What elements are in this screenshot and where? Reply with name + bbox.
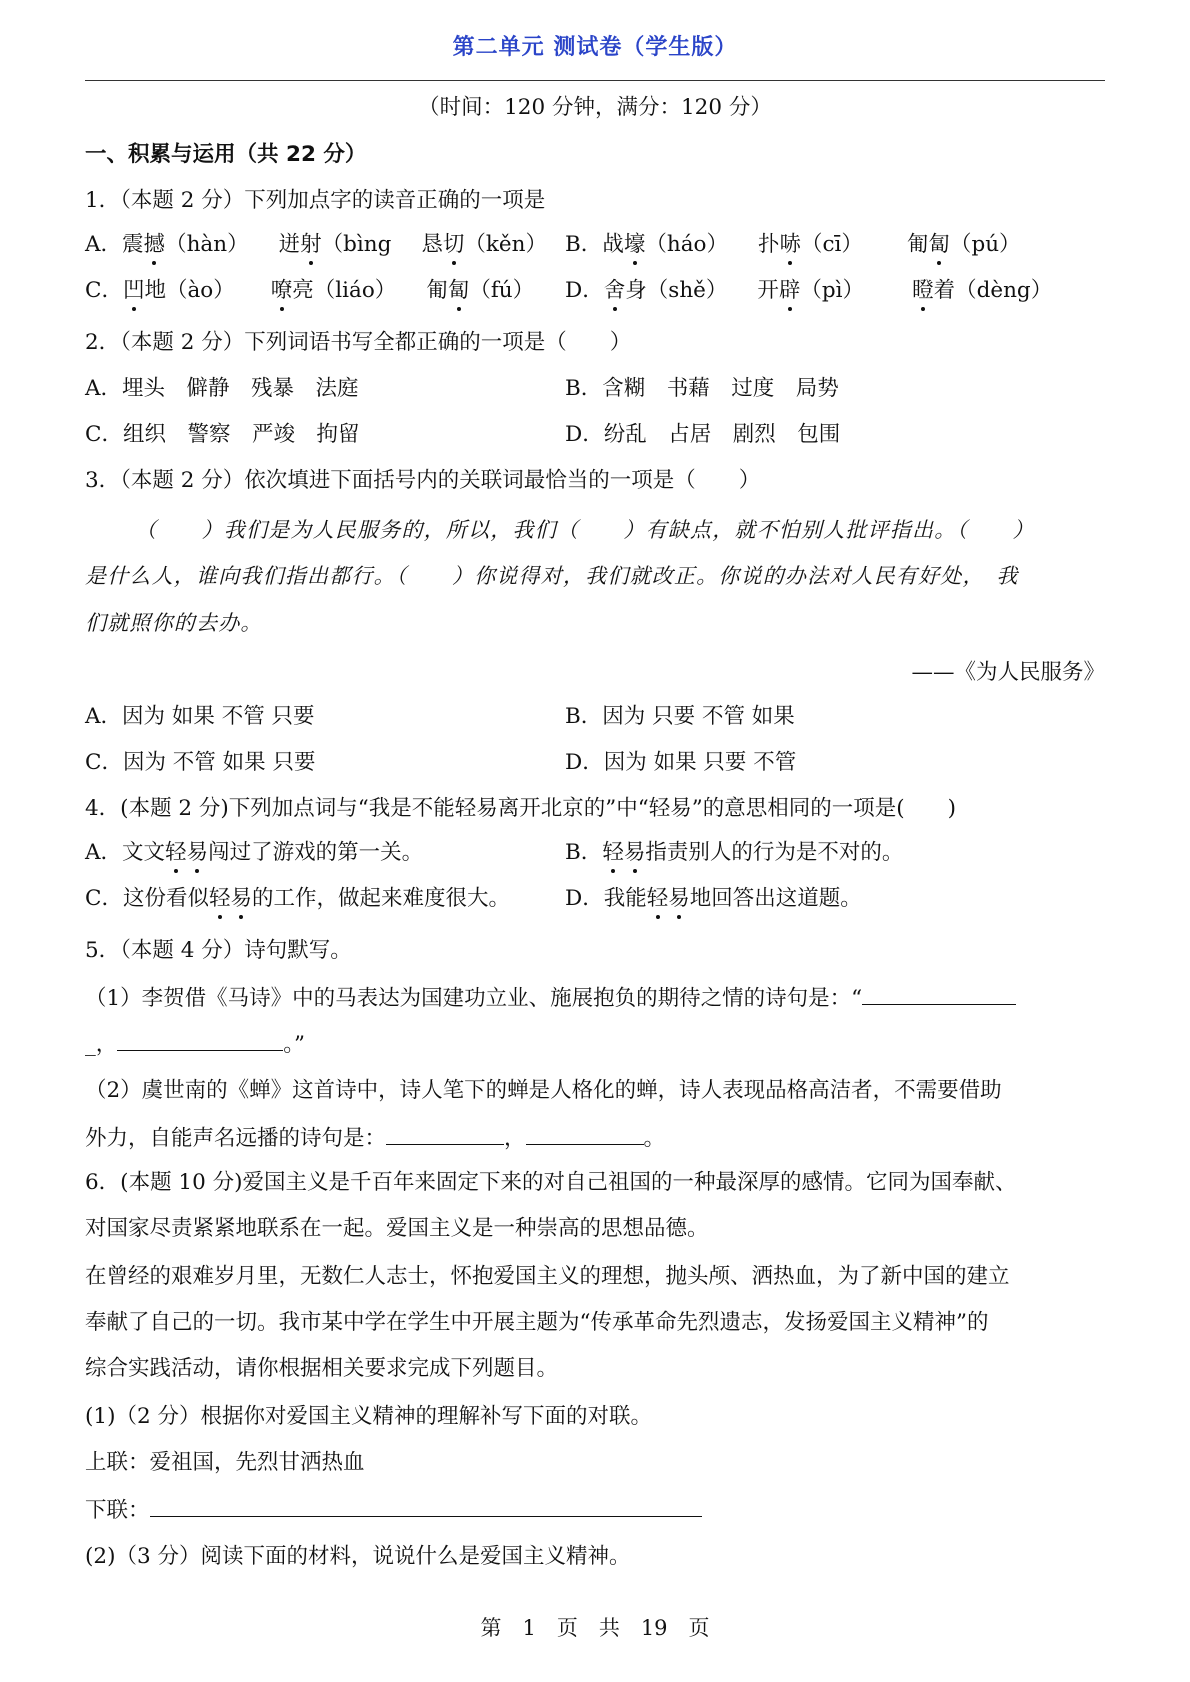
q1-c1-dotted: 凹 (123, 276, 145, 306)
page-title: 第二单元 测试卷（学生版） (452, 35, 738, 60)
q1-c-label: C． (85, 278, 123, 303)
q2-stem: 2．（本题 2 分）下列词语书写全都正确的一项是（ ） (85, 330, 632, 355)
q4-d-post: 地回答出这道题。 (689, 886, 862, 911)
q5-blank-2[interactable] (117, 1028, 283, 1051)
q4-option-c (85, 884, 510, 914)
q4-c-dotted-2: 易 (230, 884, 252, 914)
q4-d-dotted-2: 易 (668, 884, 690, 914)
q3-passage-line3: 们就照你的去办。 (85, 611, 263, 635)
q4-d-pre: D．我能 (565, 886, 647, 911)
q5-blank-3[interactable] (386, 1122, 504, 1145)
q5-sub2-cont-post: 。 (643, 1126, 666, 1151)
q4-option-d (565, 884, 862, 914)
exam-subtitle: （时间：120 分钟，满分：120 分） (418, 95, 772, 120)
q4-c-pre: C．这份看似 (85, 886, 209, 911)
q1-row-b (565, 230, 1021, 260)
q4-a-dotted-1: 轻 (165, 838, 187, 868)
q1-b2-pinyin: （cī） (800, 232, 863, 257)
q6-lower-blank[interactable] (150, 1494, 702, 1517)
q4-option-a (85, 838, 423, 868)
q3-option-b: B．因为 只要 不管 如果 (565, 704, 795, 729)
q6-para-line1: 在曾经的艰难岁月里，无数仁人志士，怀抱爱国主义的理想，抛头颅、洒热血，为了新中国的建立 (85, 1264, 1010, 1289)
q1-a1-dotted: 撼 (144, 230, 166, 260)
q1-a3-pre: 恳 (421, 232, 443, 257)
q1-a-label: A． (85, 232, 123, 257)
q1-b2-dotted: 哧 (779, 230, 801, 260)
q2-option-a: A．埋头 僻静 残暴 法庭 (85, 376, 359, 401)
q1-c3-dotted: 匐 (448, 276, 470, 306)
q4-option-b (565, 838, 903, 868)
q2-option-b: B．含糊 书藉 过度 局势 (565, 376, 839, 401)
q4-b-dotted-1: 轻 (602, 838, 624, 868)
q4-c-dotted-1: 轻 (209, 884, 231, 914)
header-divider (85, 80, 1105, 81)
q1-c2-dotted: 嘹 (271, 276, 293, 306)
q3-option-c: C．因为 不管 如果 只要 (85, 750, 316, 775)
q6-stem-line2: 对国家尽责紧紧地联系在一起。爱国主义是一种崇高的思想品德。 (85, 1216, 709, 1241)
q1-b-label: B． (565, 232, 603, 257)
q1-b3-pinyin: （pú） (949, 232, 1021, 257)
q1-d1-pinyin: （shě） (646, 278, 728, 303)
q5-stem: 5．（本题 4 分）诗句默写。 (85, 938, 352, 963)
q6-sub1: (1)（2 分）根据你对爱国主义精神的理解补写下面的对联。 (85, 1404, 652, 1429)
q1-a1-pinyin: （hàn） (165, 232, 249, 257)
q6-upper-couplet: 上联：爱祖国，先烈甘洒热血 (85, 1450, 365, 1475)
q4-stem: 4．(本题 2 分)下列加点词与“我是不能轻易离开北京的”中“轻易”的意思相同的一项是( ) (85, 796, 957, 821)
q2-option-d: D．纷乱 占居 剧烈 包围 (565, 422, 841, 447)
q4-b-dotted-2: 易 (624, 838, 646, 868)
q1-stem: 1．（本题 2 分）下列加点字的读音正确的一项是 (85, 188, 546, 213)
q2-option-c: C．组织 警察 严竣 拘留 (85, 422, 360, 447)
q1-c3-pre: 匍 (426, 278, 448, 303)
q1-d3-dotted: 瞪 (912, 276, 934, 306)
q6-sub2: (2)（3 分）阅读下面的材料，说说什么是爱国主义精神。 (85, 1544, 631, 1569)
q1-row-c (85, 276, 534, 306)
q1-d3-pinyin: （dèng） (955, 278, 1053, 303)
q5-sub2-cont-pre: 外力，自能声名远播的诗句是： (85, 1126, 387, 1151)
q4-a-dotted-2: 易 (187, 838, 209, 868)
q5-blank-4[interactable] (526, 1122, 644, 1145)
q4-d-dotted-1: 轻 (647, 884, 669, 914)
q1-b1-dotted: 壕 (624, 230, 646, 260)
q1-c2-pinyin: （liáo） (313, 278, 397, 303)
q3-source: ——《为人民服务》 (911, 660, 1105, 685)
q5-sub2-cont (85, 1122, 665, 1154)
q1-d-label: D． (565, 278, 604, 303)
q1-a3-dotted: 切 (443, 230, 465, 260)
q1-a2-pinyin: （bìng (321, 232, 392, 257)
q1-d2-pinyin: （pì） (800, 278, 865, 303)
q1-a1-pre: 震 (122, 232, 144, 257)
q6-para-line3: 综合实践活动，请你根据相关要求完成下列题目。 (85, 1356, 559, 1381)
q3-option-d: D．因为 如果 只要 不管 (565, 750, 797, 775)
q1-d2-dotted: 辟 (779, 276, 801, 306)
q1-b1-pre: 战 (602, 232, 624, 257)
q5-sub1-text: （1）李贺借《马诗》中的马表达为国建功立业、施展抱负的期待之情的诗句是：“ (85, 986, 863, 1011)
q1-d3-post: 着 (933, 278, 956, 303)
q5-sub2: （2）虞世南的《蝉》这首诗中，诗人笔下的蝉是人格化的蝉，诗人表现品格高洁者，不需要借助 (85, 1078, 1002, 1103)
q4-c-post: 的工作，做起来难度很大。 (251, 886, 510, 911)
q1-c1-post: 地 (144, 278, 166, 303)
q1-b3-dotted: 匐 (928, 230, 950, 260)
q1-c1-pinyin: （ào） (165, 278, 235, 303)
q4-b-post: 指责别人的行为是不对的。 (645, 840, 904, 865)
q1-a2-pre: 迸 (278, 232, 301, 257)
q5-blank-1[interactable] (862, 982, 1016, 1005)
q6-lower-couplet (85, 1494, 702, 1526)
q3-option-a: A．因为 如果 不管 只要 (85, 704, 315, 729)
section-heading: 一、积累与运用（共 22 分） (85, 142, 367, 167)
q1-c3-pinyin: （fú） (469, 278, 535, 303)
q1-d1-post: 身 (625, 278, 647, 303)
q4-b-pre: B． (565, 840, 603, 865)
q1-b3-pre: 匍 (906, 232, 929, 257)
q6-para-line2: 奉献了自己的一切。我市某中学在学生中开展主题为“传承革命先烈遗志，发扬爱国主义精神”的 (85, 1310, 989, 1335)
q1-b1-pinyin: （háo） (645, 232, 728, 257)
q4-a-post: 闯过了游戏的第一关。 (208, 840, 424, 865)
q5-sub2-cont-mid: ， (504, 1126, 526, 1151)
q1-row-ab (85, 230, 547, 260)
q3-passage-line1: （ ）我们是为人民服务的，所以，我们（ ）有缺点，就不怕别人批评指出。（ ） (135, 518, 1035, 542)
q4-a-pre: A．文文 (85, 840, 166, 865)
q1-d1-dotted: 舍 (604, 276, 626, 306)
q1-b2-pre: 扑 (757, 232, 780, 257)
q5-sub1 (85, 982, 1016, 1014)
q5-sub1-cont-pre: _， (85, 1032, 118, 1057)
q6-stem-line1: 6．(本题 10 分)爱国主义是千百年来固定下来的对自己祖国的一种最深厚的感情。它同为国奉献、 (85, 1170, 1017, 1195)
q5-sub1-cont (85, 1028, 305, 1060)
q1-a2-dotted: 射 (300, 230, 322, 260)
q1-row-d (565, 276, 1052, 306)
q5-sub1-cont-post: 。” (283, 1032, 306, 1057)
q1-a3-pinyin: （kěn） (464, 232, 547, 257)
q3-stem: 3．（本题 2 分）依次填进下面括号内的关联词最恰当的一项是（ ） (85, 468, 761, 493)
q1-c2-post: 亮 (292, 278, 314, 303)
q6-lower-label: 下联： (85, 1498, 150, 1523)
q3-passage-line2: 是什么人，谁向我们指出都行。（ ）你说得对，我们就改正。你说的办法对人民有好处， 我 (85, 564, 1019, 588)
q1-d2-pre: 开 (757, 278, 779, 303)
page-number: 第 1 页 共 19 页 (480, 1616, 710, 1640)
